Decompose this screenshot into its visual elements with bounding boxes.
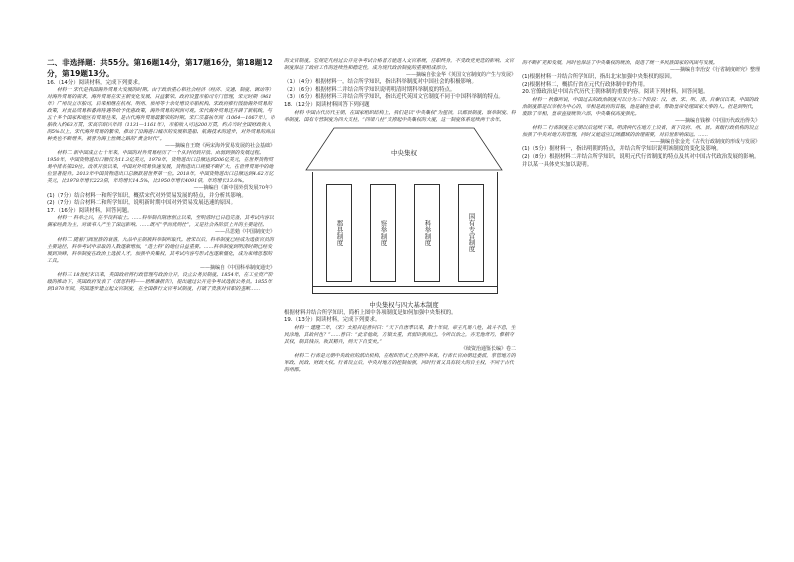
pillar-4: 国有专营制度 [458,184,484,282]
q17-task-2: （2）（6分）根据材料二并结合所学知识说明明清时期科举制度的特点。 [284,86,456,93]
q20-task-2: (2)（8分）根据材料二并结合所学知识，说明元代行省制度的特点及其对中国古代政治发展的影响。并以某一具体史实加以说明。 [522,153,760,168]
q19-task-1: (1)根据材料一并结合所学知识，指出北宋加强中央集权的原因。 [522,74,676,81]
q18-title: 18.（12分）阅读材料回答下列问题 [284,101,370,108]
q16-source-1: ——摘编自王晓《两宋海外贸易发展的社会基础》 [164,143,275,150]
q16-material-2: 材料二 新中国成立七十年来，中国的对外贸易经历了一个从封闭到开放、由弱到强的发展过程。1950年，中国货物进出口额仅为11.3亿美元，1978年，货物进出口总额达到206亿美元，在世界货物贸易中排名第29位。改革开放以来，中国对外贸易快速发展，货物进出口规模不断扩大，在世界贸易中的地位显著提升。2013年中国货物进出口总额跃居世界第一位。2018年，中国货物进出口总额达到4.62万亿美元，比1978年增长223倍，年均增长14.5%，比1950年增长4091倍，年均增长13.0%。 [47,150,274,185]
q20-material-1: 材料一 秋修所说，中国过去的政治制度可以分为三个阶段：汉、唐、宋、明、清。自秦汉以来，中国的政治制度都是以宰相为中心的，宰相是政府的首脑，他是辅佐皇帝，帮助皇帝处理国家大事的人。但是到明代，废除了宰相，皇帝直接统领六部，中央集权高度强化。 [522,96,759,117]
q17-source-2: ——摘编自《中国科举制度通史》 [199,264,275,271]
q19-title: 19.（13分）阅读材料，完成下列要求。 [284,317,381,324]
q17-task-3: （3）（6分）根据材料三并结合所学知识，指出近代英国文官制度不同于中国科举制的特点。 [284,94,504,101]
roof-label: 中央集权 [391,148,417,157]
q16-source-2: ——摘编自《新中国外贸发展70年》 [193,185,275,192]
q17-task-1: （1）（4分）根据材料一，结合所学知识，指出科举制度对中国社会的积极影响。 [284,79,477,86]
section-heading: 二、非选择题：共55分。第16题14分，第17题16分，第18题12分，第19题13分。 [47,58,273,78]
q18-material: 材料 中国古代历代王朝，在国家组织结构上，我们是以“中央集权”为屋顶，以郡县制度、察举制度、科举制度、国有专营制度为四大支柱，“四梁八柱”支撑起中央集权的大厦，这一制度体系延续两千余年。 [284,109,516,123]
central-power-diagram [304,126,504,326]
q18-task: 根据材料并结合所学知识，简析上图中各项制度是如何加强中央集权的。 [284,309,457,316]
q16-material-1: 材料一 宋代是我国海外贸易大发展的时期。由于政治重心和社会经济（经济、交通、制度、调动等）对海外贸易的需求，海外贸易在宋王朝变化发展、日益繁荣。政府设置市舶司专门管理，宋元时期（961年）广州设立市舶司，后来相继在杭州、明州、泉州等十余处增设市舶机构。宋政府推行鼓励海外贸易的政策，对贡品贸易和番商待遇等给予优惠政策，海外贸易的利润可观。宋代海外贸易还开辟了新航线，与五十多个国家和地区有贸易往来，是古代海外贸易最繁荣的时期。宋仁宗嘉祐年间（1064—1067年），市舶收入约63万贯，宋高宗绍兴年间（1131—1161年），市舶收入可达200万贯，约占当时全国财政收入的5%以上，宋代海外贸易的繁荣，推动了沿海港口城市的发展和造船、航海技术的进步，对外贸易的商品种类也不断增多，被誉为海上丝绸之路的“黄金时代”。 [47,87,275,143]
q20-material-2: 材料二 行省制度在元朝以后延续下来。明清两代在地方上设省，省下设府、州、县。省级行政机构的设立加强了中央对地方的管理，同时又能适应辽阔疆域的治理需要，对后世影响深远。…… [522,125,759,139]
q20-source-2: ——摘编自张金光《古代行政制度的形成与发展》 [649,139,760,146]
column-left [47,58,275,554]
q17-title: 17.（16分）阅读材料，回答问题。 [47,207,133,214]
pillar-2: 察举制度 [370,184,396,282]
q16-task-2: (2)（7分）结合材料二和所学知识，说明新时期中国对外贸易发展迅速的原因。 [47,200,236,207]
diagram-caption: 中央集权与四大基本制度 [369,301,439,309]
q17-source-3: ——摘编自张金华《英国文官制度的产生与发展》 [405,72,516,78]
pillar-1: 郡县制度 [326,184,352,282]
q17-material-1: 材料一 科举之兴，在乎设科取士。……科举制自隋唐创立以来，至明清时已日趋完备，其考试内容以儒家经典为主，对读书人产生了深远影响。……既可“学而优则仕”，又是社会各阶层上升的主要途径。 [47,215,274,229]
q19-source-1: 《续资治通鉴长编》卷二 [460,345,516,352]
q17-material-3-cont: 的文官制度。它规定凡经过公开竞争考试合格者方能进入文官系统，任职终身，不受政党更迭的影响。文官制度保证了政府工作的连续性和稳定性，成为现代政治制度的重要组成部分。 [284,58,514,71]
q19-source-2: ——摘编自李治安《行省制度研究》整理 [669,67,760,73]
q16-title: 16.（14分）阅读材料，完成下列要求。 [47,79,144,86]
diagram-base [312,286,498,294]
q19-material-1: 材料一 建隆二年，（宋）太祖召赵普问曰：“天下自唐季以来，数十年间，帝王凡易八姓，战斗不息，生民涂地，其故何也？”……普曰：“此非他故，方镇太重，君弱臣强而已。今所以治之，亦无他奇巧，惟稍夺其权，制其钱谷，收其精兵，则天下自安矣。” [284,324,516,345]
q19-material-2-cont: 的不断扩充和发展，同时也保证了中央集权的统治，促进了统一多民族国家的巩固与发展。 [522,60,718,66]
q19-material-2: 材料二 行省是元朝中央政府的派出机构，在组织形式上仿照中书省。行省长官由朝廷委派，掌管地方的军政、民政、财政大权。行省设立后，中央对地方的控制加强，同时行省又具有较大的自主权，不同于古代的州郡。 [284,352,516,373]
q20-source-1: ——摘编自钱穆《中国历代政治得失》 [674,117,760,124]
q17-material-2: 材料二 随着门阀世族的衰落，九品中正制被科举制所取代。唐宋以后，科举制度已经成为选拔官员的主要途径，科举考试中录取的人数逐渐增加，“进士科”的地位日益重要。……科举制度到明清时期已经发展到顶峰，科举制度在政治上选拔人才，加强中央集权，其考试内容与形式也逐渐僵化，成为束缚思想的工具。 [47,236,274,264]
q20-task-1: (1)（5分）据材料一，指出明朝的特点，并结合所学知识说明该制度的变化及影响。 [522,146,722,153]
q19-task-2: (2)根据材料二，概括行省在元代行政体制中的作用。 [522,81,649,88]
column-middle [284,58,516,554]
column-right [522,60,760,556]
q16-task-1: (1)（7分）结合材料一和所学知识，概括宋代对外贸易发展的特点，并分析其影响。 [47,192,247,199]
q17-source-1: ——吕思勉《中国制度史》 [214,229,275,236]
pillar-3: 科举制度 [414,184,440,282]
q17-material-3: 材料三 18世纪末以来，英国政府将行政管理与政治分开，设立公务员制度。1854年，在工业资产阶级的推动下，英国政府发表了《诺思科特——屈维廉报告》，提出通过公开竞争考试选拔公务员。1855年到1870年间，英国逐步建立起文官制度，在全国推行文官考试制度，打破了贵族对官职的垄断…… [47,271,273,292]
q20-title: 20.官僚政治是中国古代历代王朝体制的重要内容。阅读下列材料，回答问题。 [522,89,709,96]
